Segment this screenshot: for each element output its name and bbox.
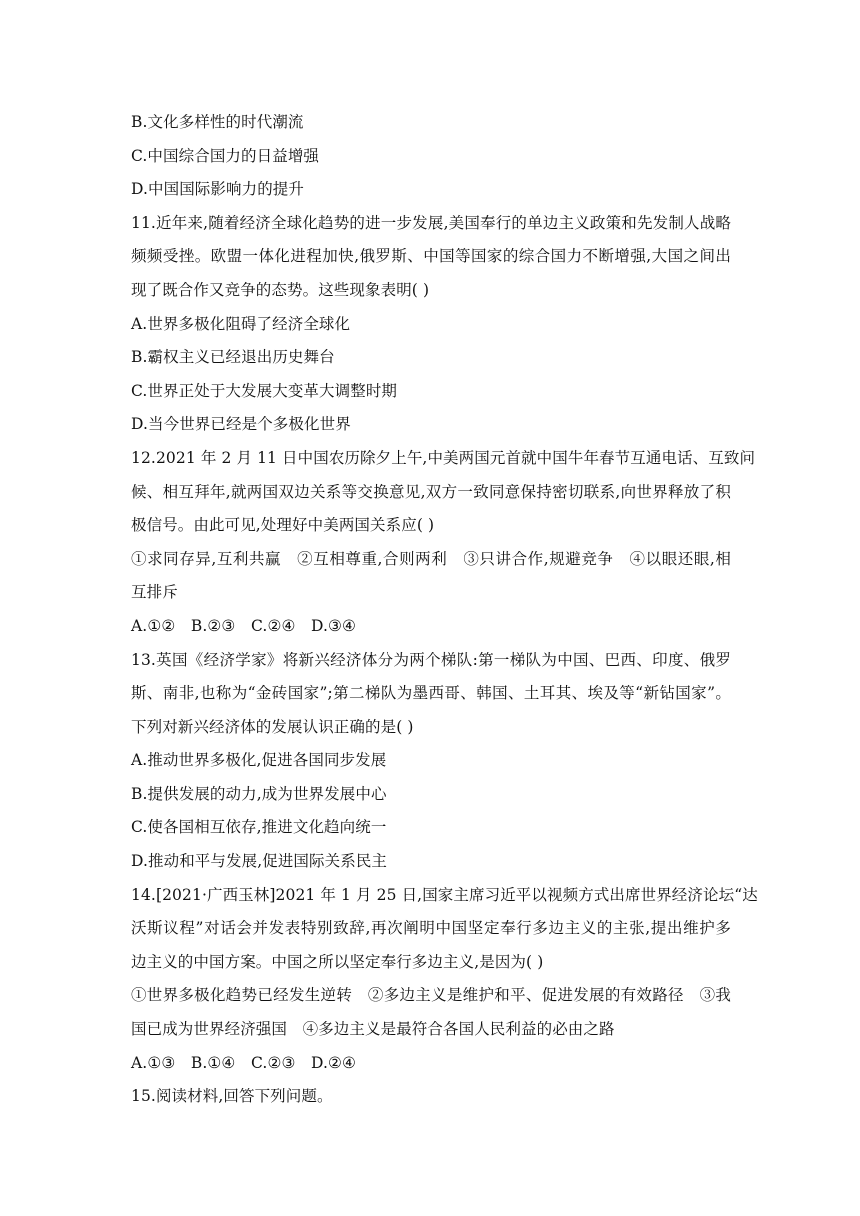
question-11-line-2: 频频受挫。欧盟一体化进程加快,俄罗斯、中国等国家的综合国力不断增强,大国之间出 bbox=[131, 247, 731, 266]
question-14-statements-line-2: 国已成为世界经济强国 ④多边主义是最符合各国人民利益的必由之路 bbox=[131, 1020, 615, 1039]
question-12-line-3: 极信号。由此可见,处理好中美两国关系应( ) bbox=[131, 516, 435, 535]
question-11-option-a: A.世界多极化阻碍了经济全球化 bbox=[131, 314, 351, 333]
question-12-statements-line-2: 互排斥 bbox=[131, 583, 178, 602]
option-b: B.文化多样性的时代潮流 bbox=[131, 113, 304, 131]
question-14-line-3: 边主义的中国方案。中国之所以坚定奉行多边主义,是因为( ) bbox=[131, 952, 544, 971]
question-14-line-1: 14.[2021·广西玉林]2021 年 1 月 25 日,国家主席习近平以视频方式出席世界经济论坛“达 bbox=[131, 885, 758, 904]
question-11-line-1: 11.近年来,随着经济全球化趋势的进一步发展,美国奉行的单边主义政策和先发制人战略 bbox=[131, 213, 731, 232]
question-14-line-2: 沃斯议程”对话会并发表特别致辞,再次阐明中国坚定奉行多边主义的主张,提出维护多 bbox=[131, 919, 731, 938]
option-c: C.中国综合国力的日益增强 bbox=[131, 146, 320, 165]
question-15-line-1: 15.阅读材料,回答下列问题。 bbox=[131, 1087, 333, 1106]
question-13-line-1: 13.英国《经济学家》将新兴经济体分为两个梯队:第一梯队为中国、巴西、印度、俄罗 bbox=[131, 650, 731, 669]
option-d: D.中国国际影响力的提升 bbox=[131, 180, 305, 199]
question-12-line-2: 候、相互拜年,就两国双边关系等交换意见,双方一致同意保持密切联系,向世界释放了积 bbox=[131, 482, 731, 501]
question-12-options: A.①② B.②③ C.②④ D.③④ bbox=[131, 616, 357, 635]
question-13-line-3: 下列对新兴经济体的发展认识正确的是( ) bbox=[131, 717, 414, 736]
question-14-statements-line-1: ①世界多极化趋势已经发生逆转 ②多边主义是维护和平、促进发展的有效路径 ③我 bbox=[131, 986, 731, 1005]
question-12-statements-line-1: ①求同存异,互利共赢 ②互相尊重,合则两利 ③只讲合作,规避竞争 ④以眼还眼,相 bbox=[131, 549, 731, 568]
question-11-option-c: C.世界正处于大发展大变革大调整时期 bbox=[131, 381, 398, 400]
question-12-line-1: 12.2021 年 2 月 11 日中国农历除夕上午,中美两国元首就中国牛年春节互通电话、互致问 bbox=[131, 448, 756, 467]
document-page bbox=[131, 106, 758, 1114]
question-13-line-2: 斯、南非,也称为“金砖国家”;第二梯队为墨西哥、韩国、土耳其、埃及等“新钻国家”。 bbox=[131, 684, 731, 703]
question-13-option-d: D.推动和平与发展,促进国际关系民主 bbox=[131, 852, 388, 871]
question-11-option-d: D.当今世界已经是个多极化世界 bbox=[131, 415, 351, 434]
question-13-option-c: C.使各国相互依存,推进文化趋向统一 bbox=[131, 818, 387, 837]
question-13-option-a: A.推动世界多极化,促进各国同步发展 bbox=[131, 751, 387, 770]
question-13-option-b: B.提供发展的动力,成为世界发展中心 bbox=[131, 784, 387, 803]
question-14-options: A.①③ B.①④ C.②③ D.②④ bbox=[131, 1053, 357, 1072]
question-11-line-3: 现了既合作又竞争的态势。这些现象表明( ) bbox=[131, 280, 430, 299]
question-11-option-b: B.霸权主义已经退出历史舞台 bbox=[131, 348, 335, 367]
